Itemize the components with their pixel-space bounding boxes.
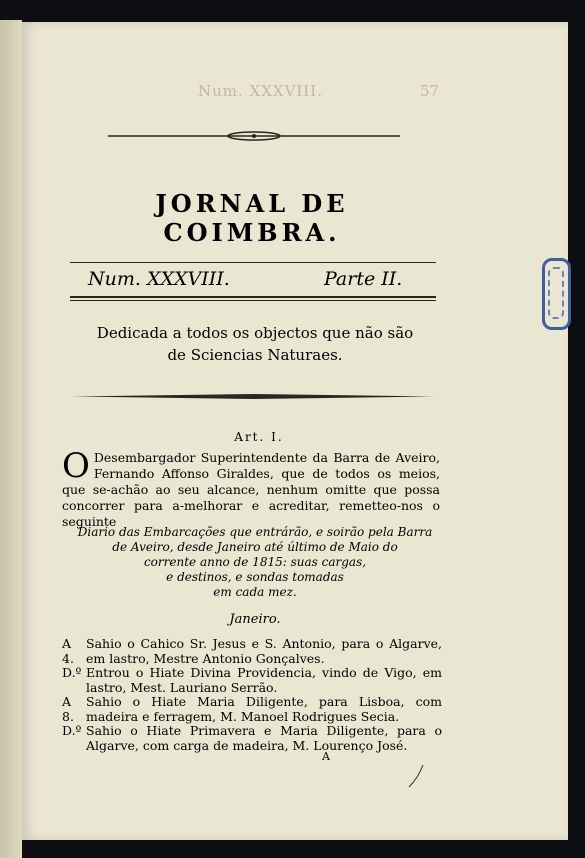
log-entry	[62, 636, 442, 666]
rule-bottom-thin	[70, 300, 436, 301]
catchword: A	[322, 750, 330, 763]
pen-mark	[403, 763, 429, 789]
diary-title-line-5: em cada mez.	[213, 585, 297, 599]
log-entry	[62, 723, 442, 753]
part-label: Parte II.	[324, 268, 403, 290]
intro-text: Desembargador Superintendente da Barra de Aveiro, Fernando Affonso Giraldes, que de todos os meios, que se-achão ao seu alcance, nenhum omitte que possa concorrer para a-melhorar e acreditar, remetteo-nos o seguinte	[62, 450, 440, 529]
month-heading: Janeiro.	[229, 612, 281, 627]
entry-text: Sahio o Hiate Maria Diligente, para Lisboa, com madeira e ferragem, M. Manoel Rodrigues Secia.	[86, 694, 442, 724]
entry-text: Entrou o Hiate Divina Providencia, vindo de Vigo, em lastro, Mest. Lauriano Serrão.	[86, 665, 442, 695]
page-number: 57	[420, 82, 440, 100]
rule-bottom	[70, 296, 436, 298]
journal-title: JORNAL DE COIMBRA.	[155, 189, 349, 247]
log-entry	[62, 694, 442, 724]
entry-date: A 4.	[62, 636, 74, 666]
dedication-line-1: Dedicada a todos os objectos que não são	[96, 324, 414, 342]
drop-cap: O	[62, 446, 90, 486]
entry-text: Sahio o Hiate Primavera e Maria Diligente, para o Algarve, com carga de madeira, M. Lourenço José.	[86, 723, 442, 753]
entry-date: D.º	[62, 665, 82, 680]
intro-paragraph	[62, 446, 440, 530]
log-entry	[62, 665, 442, 695]
section-divider	[72, 394, 434, 399]
article-heading: Art. I.	[234, 430, 284, 444]
dedication-line-2: de Sciencias Naturaes.	[167, 346, 343, 364]
diary-title-line-1: Diario das Embarcações que entrárão, e soirão pela Barra	[77, 525, 433, 539]
entry-text: Sahio o Cahico Sr. Jesus e S. Antonio, para o Algarve, em lastro, Mestre Antonio Gonçalves.	[86, 636, 442, 666]
title-ornament	[108, 130, 400, 142]
diary-title-line-2: de Aveiro, desde Janeiro até último de Maio do	[112, 540, 398, 554]
issue-number: Num. XXXVIII.	[88, 268, 230, 290]
diary-title-line-4: e destinos, e sondas tomadas	[166, 570, 344, 584]
running-head: Num. XXXVIII.	[198, 82, 323, 100]
entry-date: A 8.	[62, 694, 74, 724]
diary-title-line-3: corrente anno de 1815: suas cargas,	[143, 555, 367, 569]
entry-date: D.º	[62, 723, 82, 738]
rule-top	[70, 262, 436, 263]
facing-page-edge	[0, 20, 22, 858]
bookmark-tab[interactable]	[542, 258, 571, 330]
